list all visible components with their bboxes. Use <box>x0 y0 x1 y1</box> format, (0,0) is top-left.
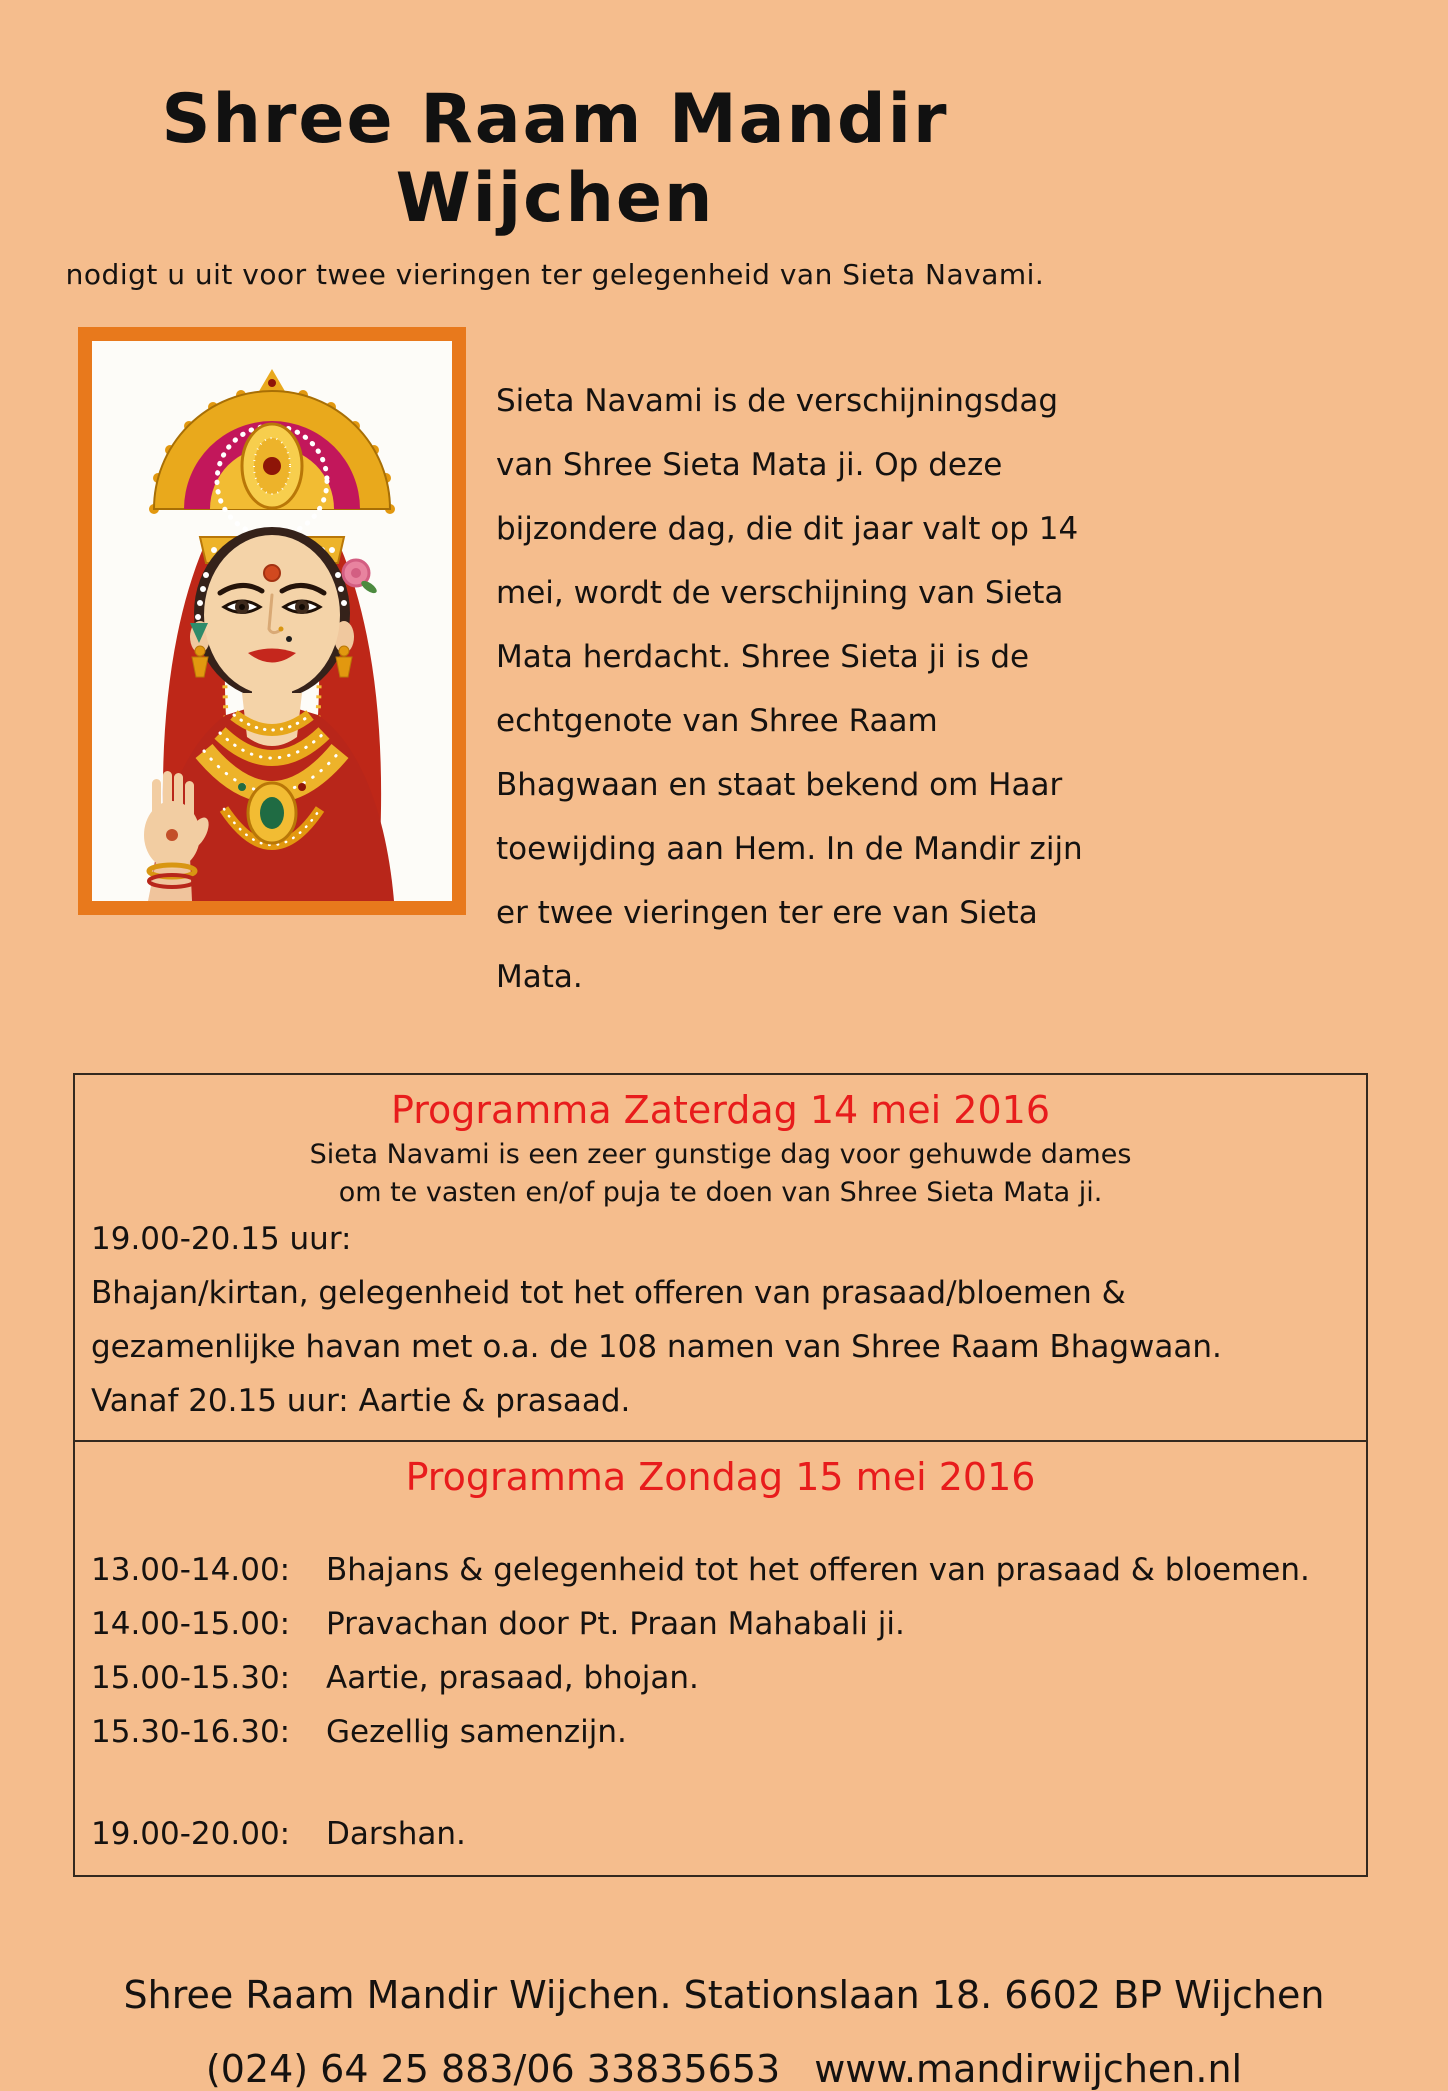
schedule-activity: Gezellig samenzijn. <box>326 1714 627 1750</box>
footer-address: Shree Raam Mandir Wijchen. Stationslaan 18. 6602 BP Wijchen <box>123 1973 1325 2017</box>
footer <box>0 1973 1448 2091</box>
deity-photo-frame <box>78 327 466 915</box>
saturday-program-title: Programma Zaterdag 14 mei 2016 <box>390 1088 1051 1132</box>
schedule-activity: Bhajans & gelegenheid tot het offeren van prasaad & bloemen. <box>326 1552 1310 1588</box>
schedule-time: 19.00-20.00: <box>91 1816 291 1852</box>
schedule-row <box>91 1651 1350 1705</box>
saturday-program-line: Bhajan/kirtan, gelegenheid tot het offeren van prasaad/bloemen & <box>91 1275 1126 1311</box>
schedule-time: 13.00-14.00: <box>91 1552 291 1588</box>
schedule-activity: Darshan. <box>326 1816 466 1852</box>
intro-section <box>78 327 1110 1009</box>
schedule-activity: Pravachan door Pt. Praan Mahabali ji. <box>326 1606 905 1642</box>
saturday-intro-line: om te vasten en/of puja te doen van Shree Sieta Mata ji. <box>338 1177 1103 1208</box>
program-section <box>73 1073 1368 1877</box>
footer-contact-line <box>0 2047 1448 2091</box>
schedule-time: 15.00-15.30: <box>91 1660 291 1696</box>
footer-phone: (024) 64 25 883/06 33835653 <box>205 2047 781 2091</box>
schedule-row <box>91 1705 1350 1759</box>
flyer-top-section <box>0 0 1110 1009</box>
saturday-program-box <box>73 1073 1368 1442</box>
schedule-row <box>91 1597 1350 1651</box>
schedule-row <box>91 1807 1350 1861</box>
sieta-mata-illustration <box>92 341 452 901</box>
footer-website: www.mandirwijchen.nl <box>814 2047 1243 2091</box>
page-subtitle: nodigt u uit voor twee vieringen ter gelegenheid van Sieta Navami. <box>65 258 1045 291</box>
saturday-program-line: Vanaf 20.15 uur: Aartie & prasaad. <box>91 1383 631 1419</box>
saturday-program-line: 19.00-20.15 uur: <box>91 1221 352 1257</box>
schedule-row <box>91 1543 1350 1597</box>
sunday-program-box <box>73 1440 1368 1877</box>
sunday-program-title: Programma Zondag 15 mei 2016 <box>405 1455 1036 1499</box>
page-title: Shree Raam Mandir Wijchen <box>161 80 949 238</box>
schedule-activity: Aartie, prasaad, bhojan. <box>326 1660 699 1696</box>
saturday-program-line: gezamenlijke havan met o.a. de 108 namen van Shree Raam Bhagwaan. <box>91 1329 1222 1365</box>
schedule-time: 14.00-15.00: <box>91 1606 291 1642</box>
saturday-intro-line: Sieta Navami is een zeer gunstige dag voor gehuwde dames <box>309 1139 1132 1170</box>
intro-paragraph: Sieta Navami is de verschijningsdag van Shree Sieta Mata ji. Op deze bijzondere dag, die dit jaar valt op 14 mei, wordt de verschijning van Sieta Mata herdacht. Shree Sieta ji is de echtgenote van Shree Raam Bhagwaan en staat bekend om Haar toewijding aan Hem. In de Mandir zijn er twee vieringen ter ere van Sieta Mata. <box>496 383 1083 995</box>
schedule-time: 15.30-16.30: <box>91 1714 291 1750</box>
